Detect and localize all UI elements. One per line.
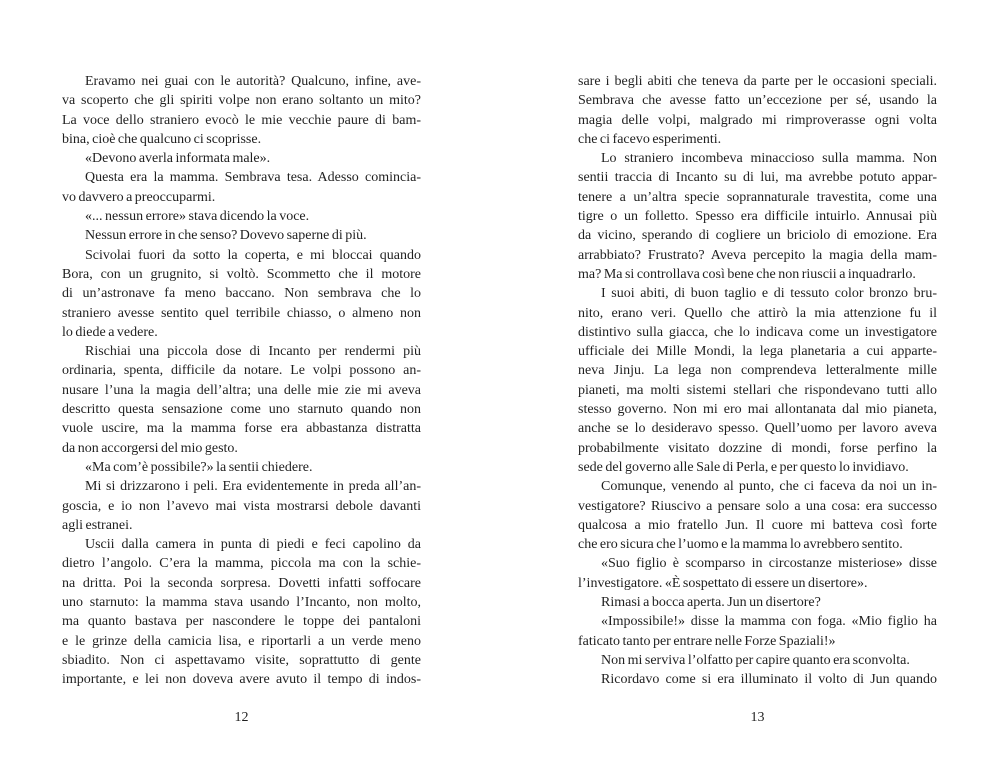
text-line: goscia, e io non l’avevo mai vista mostrarsi debole davanti xyxy=(62,498,421,514)
text-line: ma quanto bastava per nascondere le toppe dei pantaloni xyxy=(62,614,421,630)
text-line: pianeti, ma molti sistemi stellari che rispondevano tutti allo xyxy=(578,382,937,398)
text-line: anche se lo desideravo spesso. Quell’uomo per lavoro aveva xyxy=(578,421,937,437)
text-line: nusare l’una la magia dell’altra; una delle mie zie mi aveva xyxy=(62,382,421,398)
text-line: che ci facevo esperimenti. xyxy=(578,131,722,147)
text-line: Non mi serviva l’olfatto per capire quanto era sconvolta. xyxy=(601,652,910,668)
text-line: magia delle volpi, malgrado mi rimproverasse ogni volta xyxy=(578,112,937,128)
text-line: Rischiai una piccola dose di Incanto per rendermi più xyxy=(85,344,421,360)
text-line: importante, e lei non doveva avere avuto il tempo di indos- xyxy=(62,672,421,688)
text-line: Lo straniero incombeva minaccioso sulla mamma. Non xyxy=(601,151,937,167)
text-line: Nessun errore in che senso? Dovevo saperne di più. xyxy=(85,228,367,244)
text-line: ordinaria, spenta, difficile da notare. Le volpi possono an- xyxy=(62,363,421,379)
left-page-text-column xyxy=(62,72,421,690)
text-line: ma? Ma si controllava così bene che non riuscii a inquadrarlo. xyxy=(578,266,916,282)
page-number-right: 13 xyxy=(750,710,765,725)
page-number-left: 12 xyxy=(234,710,249,725)
text-line: faticato tanto per entrare nelle Forze Spaziali!» xyxy=(578,633,836,649)
text-line: nito, erano veri. Quello che attirò la mia attenzione fu il xyxy=(578,305,937,321)
text-line: tigre o un folletto. Spesso era difficile intuirlo. Annusai più xyxy=(578,209,937,225)
text-line: uno starnuto: la mamma stava usando l’Incanto, non molto, xyxy=(62,595,421,611)
text-line: vuole uscire, ma la mamma forse era abbastanza distratta xyxy=(62,421,421,437)
text-line: Ricordavo come si era illuminato il volto di Jun quando xyxy=(601,672,937,688)
text-line: Bora, con un grugnito, si voltò. Scommetto che il motore xyxy=(62,266,421,282)
text-line: agli estranei. xyxy=(62,517,133,533)
text-line: l’investigatore. «È sospettato di essere un disertore». xyxy=(578,575,868,591)
text-line: straniero avesse sentito quel terribile chiasso, o almeno non xyxy=(62,305,421,321)
text-line: Sembrava che avesse fatto un’eccezione per sé, usando la xyxy=(578,93,937,109)
text-line: sbiadito. Non ci aspettavamo visite, soprattutto di gente xyxy=(62,652,421,668)
text-line: na dritta. Poi la seconda sorpresa. Dovetti infatti soffocare xyxy=(62,575,421,591)
text-line: stesso governo. Non mi ero mai allontanata dal mio pianeta, xyxy=(578,402,937,418)
text-line: neva Jinju. La lega non comprendeva letteralmente mille xyxy=(578,363,937,379)
text-line: di un’astronave fa meno baccano. Non sembrava che lo xyxy=(62,286,421,302)
text-line: da vicino, sperando di cogliere un briciolo di emozione. Era xyxy=(578,228,937,244)
text-line: Rimasi a bocca aperta. Jun un disertore? xyxy=(601,595,821,611)
text-line: distintivo sulla giacca, che lo indicava come un investigatore xyxy=(578,324,937,340)
text-line: «Ma com’è possibile?» la sentii chiedere. xyxy=(85,459,313,475)
text-line: La voce dello straniero evocò le mie vecchie paure di bam- xyxy=(62,112,421,128)
text-line: ufficiale dei Mille Mondi, la lega planetaria a cui apparte- xyxy=(578,344,937,360)
text-line: va scoperto che gli spiriti volpe non erano soltanto un mito? xyxy=(62,93,421,109)
text-line: che ero sicura che l’uomo e la mamma lo avrebbero sentito. xyxy=(578,537,903,553)
text-line: da non accorgersi del mio gesto. xyxy=(62,440,238,456)
text-line: «Devono averla informata male». xyxy=(85,151,271,167)
text-line: sare i begli abiti che teneva da parte per le occasioni speciali. xyxy=(578,74,937,89)
text-line: vestigatore? Riuscivo a pensare solo a una cosa: era successo xyxy=(578,498,937,514)
text-line: Comunque, venendo al punto, che ci faceva da noi un in- xyxy=(601,479,937,495)
text-line: dietro l’angolo. C’era la mamma, piccola ma con la schie- xyxy=(62,556,421,572)
text-line: lo diede a vedere. xyxy=(62,324,158,340)
right-page-text-column xyxy=(578,72,937,690)
text-line: Eravamo nei guai con le autorità? Qualcuno, infine, ave- xyxy=(85,74,421,89)
text-line: Uscii dalla camera in punta di piedi e feci capolino da xyxy=(85,537,421,553)
text-line: «Suo figlio è scomparso in circostanze misteriose» disse xyxy=(601,556,937,572)
text-line: probabilmente visitato dozzine di mondi, forse perfino la xyxy=(578,440,937,456)
text-line: Questa era la mamma. Sembrava tesa. Adesso comincia- xyxy=(85,170,421,186)
text-line: bina, cioè che qualcuno ci scoprisse. xyxy=(62,131,262,147)
text-line: qualcosa a mio fratello Jun. Il cuore mi batteva così forte xyxy=(578,517,937,533)
text-line: I suoi abiti, di buon taglio e di tessuto color bronzo bru- xyxy=(601,286,937,302)
text-line: descritto questa sensazione come uno starnuto quando non xyxy=(62,402,421,418)
text-line: tenere a un’altra specie soprannaturale travestita, come una xyxy=(578,189,937,205)
text-line: sede del governo alle Sale di Perla, e per questo lo invidiavo. xyxy=(578,459,909,475)
text-line: sentii traccia di Incanto su di lui, ma avrebbe potuto appar- xyxy=(578,170,937,186)
text-line: arrabbiato? Frustrato? Aveva percepito la magia della mam- xyxy=(578,247,937,263)
text-line: e le grinze della camicia lisa, e riportarli a un verde meno xyxy=(62,633,421,649)
text-line: Scivolai fuori da sotto la coperta, e mi bloccai quando xyxy=(85,247,421,263)
text-line: Mi si drizzarono i peli. Era evidentemente in preda all’an- xyxy=(85,479,421,495)
text-line: «... nessun errore» stava dicendo la voce. xyxy=(85,209,310,225)
text-line: vo davvero a preoccuparmi. xyxy=(62,189,216,205)
text-line: «Impossibile!» disse la mamma con foga. «Mio figlio ha xyxy=(601,614,937,630)
